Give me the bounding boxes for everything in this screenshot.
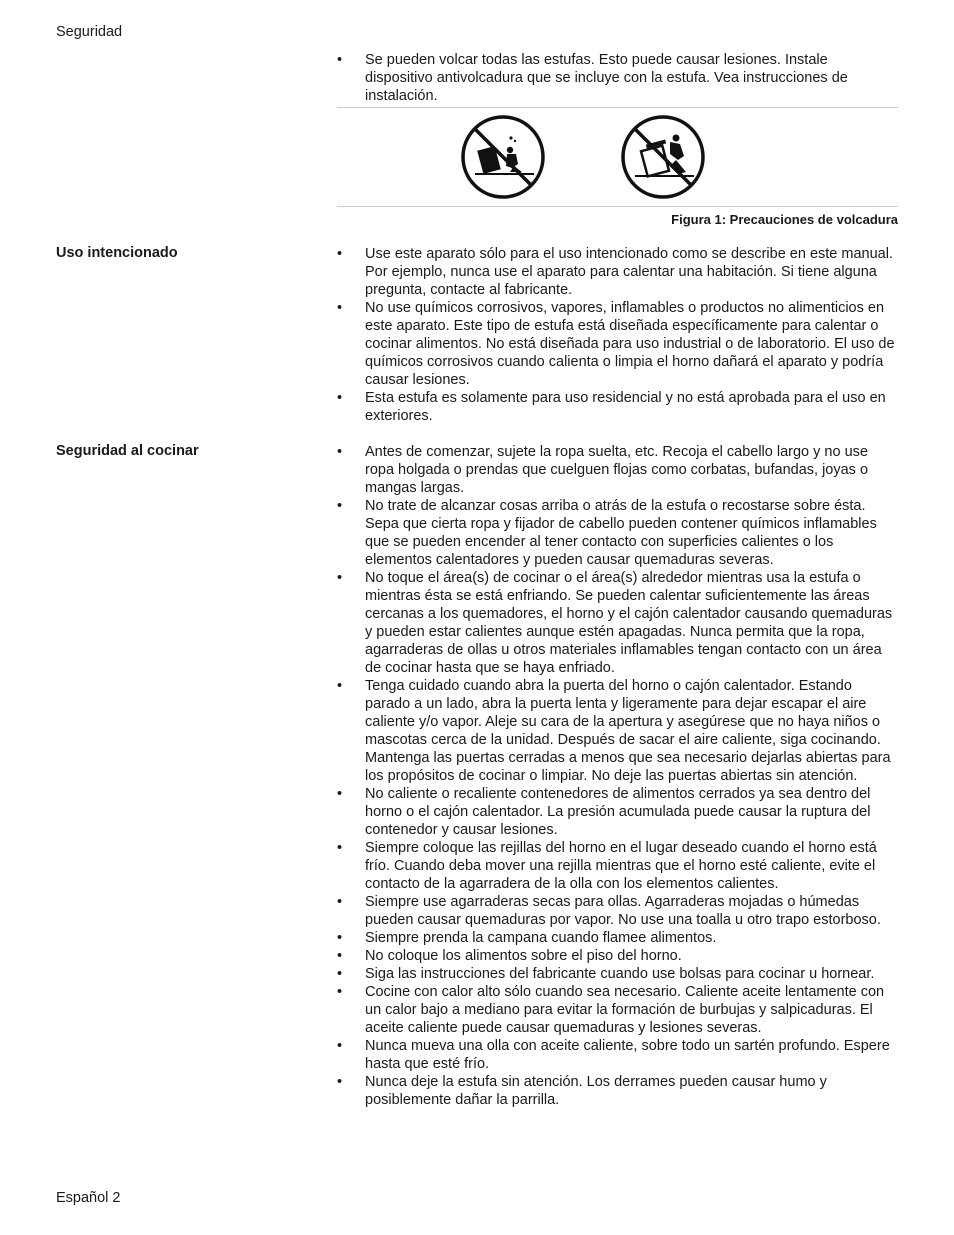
no-climbing-on-range-icon (620, 114, 706, 200)
list-item: • No toque el área(s) de cocinar o el área(s) alrededor mientras usa la estufa o mientras ésta se está enfriando. Se pueden calentar suficientemente las áreas cercanas a los quemadores, el horno y el cajón calentador causando quemaduras y pueden estar calientes aunque estén apagadas. Nunca permita que la ropa, agarraderas de ollas u otros materiales inflamables tengan contacto con un área de cocinar hasta que se haya enfriado. (337, 569, 899, 677)
list-item: • Cocine con calor alto sólo cuando sea necesario. Caliente aceite lentamente con un calor bajo a mediano para evitar la formación de burbujas y salpicaduras. El aceite caliente puede causar quemaduras y lesiones severas. (337, 983, 899, 1037)
list-item: • No coloque los alimentos sobre el piso del horno. (337, 947, 899, 965)
list-item: • No use químicos corrosivos, vapores, inflamables o productos no alimenticios en este aparato. Este tipo de estufa está diseñada específicamente para calentar o cocinar alimentos. No está diseñada para uso industrial o de laboratorio. El uso de químicos corrosivos cuando calienta o limpia el horno dañará el aparato y podría causar lesiones. (337, 299, 899, 389)
list-item: • Antes de comenzar, sujete la ropa suelta, etc. Recoja el cabello largo y no use ropa holgada o prendas que cuelguen flojas como corbatas, bufandas, joyas o mangas largas. (337, 443, 899, 497)
cooking-safety-list (337, 443, 899, 1109)
list-item: • Tenga cuidado cuando abra la puerta del horno o cajón calentador. Estando parado a un lado, abra la puerta lenta y ligeramente para dejar escapar el aire caliente y/o vapor. Aleje su cara de la apertura y asegúrese que no haya niños o mascotas cerca de la unidad. Después de sacar el aire caliente, siga cocinando. Mantenga las puertas cerradas a menos que sea necesario dejarlas abiertas para los propósitos de cocinar o limpiar. No deje las puertas abiertas sin atención. (337, 677, 899, 785)
running-header: Seguridad (56, 24, 123, 40)
list-item: • Siempre coloque las rejillas del horno en el lugar deseado cuando el horno está frío. Cuando deba mover una rejilla mientras que el horno esté caliente, evite el contacto de la agarradera de la olla con los elementos calientes. (337, 839, 899, 893)
list-item: • Esta estufa es solamente para uso residencial y no está aprobada para el uso en exteriores. (337, 389, 899, 425)
figure-top-rule (337, 107, 898, 108)
list-item: • Nunca deje la estufa sin atención. Los derrames pueden causar humo y posiblemente dañar la parrilla. (337, 1073, 899, 1109)
figure-caption: Figura 1: Precauciones de volcadura (671, 212, 898, 227)
tip-warning-list (337, 51, 899, 105)
list-item: • No caliente o recaliente contenedores de alimentos cerrados ya sea dentro del horno o el cajón calentador. La presión acumulada puede causar la ruptura del contenedor y causar lesiones. (337, 785, 899, 839)
list-item: • Siga las instrucciones del fabricante cuando use bolsas para cocinar u hornear. (337, 965, 899, 983)
list-item: • Siempre prenda la campana cuando flamee alimentos. (337, 929, 899, 947)
no-child-on-door-icon (460, 114, 546, 200)
list-item: • Se pueden volcar todas las estufas. Esto puede causar lesiones. Instale dispositivo antivolcadura que se incluye con la estufa. Vea instrucciones de instalación. (337, 51, 899, 105)
section-heading-intended-use: Uso intencionado (56, 245, 178, 261)
figure-bottom-rule (337, 206, 898, 207)
list-item: • Siempre use agarraderas secas para ollas. Agarraderas mojadas o húmedas pueden causar quemaduras por vapor. No use una toalla u otro trapo estorboso. (337, 893, 899, 929)
intended-use-list (337, 245, 899, 425)
list-item: • Nunca mueva una olla con aceite caliente, sobre todo un sartén profundo. Espere hasta que esté frío. (337, 1037, 899, 1073)
list-item: • No trate de alcanzar cosas arriba o atrás de la estufa o recostarse sobre ésta. Sepa que cierta ropa y fijador de cabello pueden contener químicos inflamables que se pueden encender al tener contacto con superficies calientes o los elementos calentadores y pueden causar quemaduras severas. (337, 497, 899, 569)
list-item: • Use este aparato sólo para el uso intencionado como se describe en este manual. Por ejemplo, nunca use el aparato para calentar una habitación. Si tiene alguna pregunta, contacte al fabricante. (337, 245, 899, 299)
section-heading-cooking-safety: Seguridad al cocinar (56, 443, 199, 459)
page-footer: Español 2 (56, 1190, 121, 1206)
